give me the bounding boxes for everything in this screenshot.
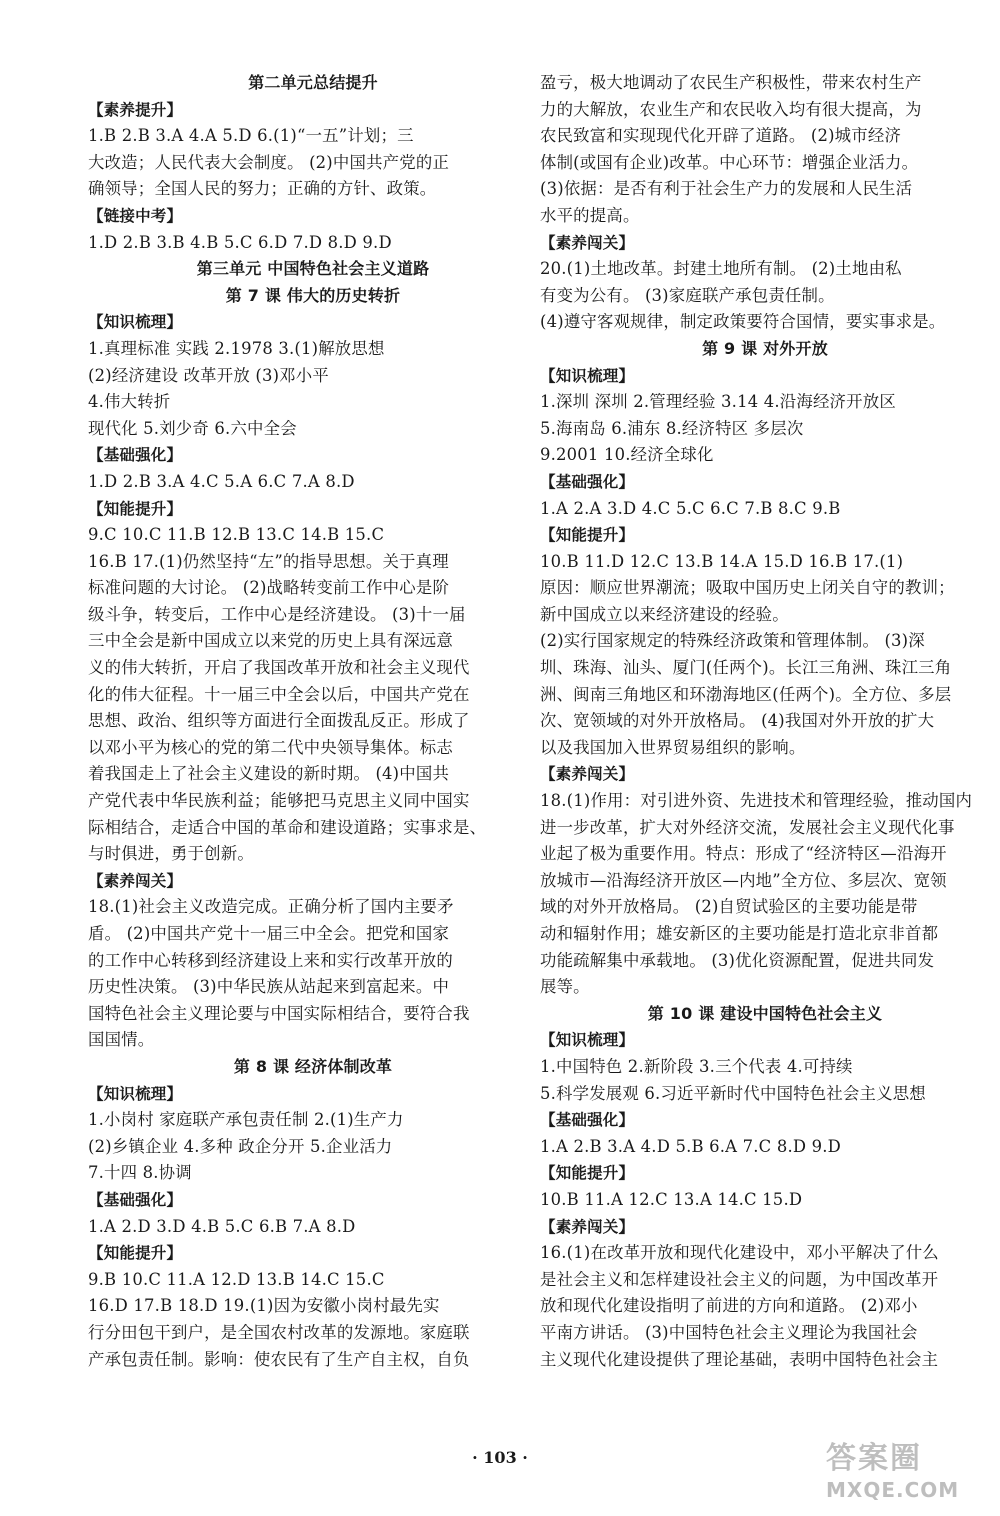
page-number: · 103 ·: [472, 1448, 528, 1467]
left-answer-line: 级斗争，转变后，工作中心是经济建设。 (3)十一届: [88, 604, 466, 624]
right-answer-line: 力的大解放，农业生产和农民收入均有很大提高，为: [540, 99, 922, 119]
right-answer-line: 展等。: [540, 977, 590, 997]
left-answer-line: 行分田包干到户，是全国农村改革的发源地。家庭联: [88, 1322, 470, 1342]
left-answer-line: 国特色社会主义理论要与中国实际相结合，要符合我: [88, 1003, 470, 1023]
right-answer-line: (4)遵守客观规律，制定政策要符合国情，要实事求是。: [540, 312, 946, 332]
left-answer-line: 标准问题的大讨论。 (2)战略转变前工作中心是阶: [88, 578, 450, 598]
left-answer-line: 三中全会是新中国成立以来党的历史上具有深远意: [88, 631, 453, 651]
right-answer-line: 功能疏解集中承载地。 (3)优化资源配置，促进共同发: [540, 950, 935, 970]
right-answer-line: 域的对外开放格局。 (2)自贸试验区的主要功能是带: [540, 897, 918, 917]
right-answer-line: 18.(1)作用：对引进外资、先进技术和管理经验，推动国内: [540, 791, 973, 811]
left-section-heading: 【知识梳理】: [88, 313, 183, 332]
left-section-heading: 【基础强化】: [88, 1190, 183, 1209]
right-answer-line: 1.深圳 深圳 2.管理经验 3.14 4.沿海经济开放区: [540, 392, 896, 412]
right-answer-line: 水平的提高。: [540, 205, 640, 225]
left-lesson-heading: 第三单元 中国特色社会主义道路: [196, 259, 430, 279]
right-section-heading: 【知能提升】: [540, 526, 635, 545]
right-answer-line: 洲、闽南三角地区和环渤海地区(任两个)。全方位、多层: [540, 684, 952, 704]
left-answer-line: 大改造；人民代表大会制度。 (2)中国共产党的正: [88, 152, 450, 172]
left-section-heading: 【知识梳理】: [88, 1084, 183, 1103]
left-answer-line: 16.B 17.(1)仍然坚持“左”的指导思想。关于真理: [88, 551, 449, 571]
left-section-heading: 【知能提升】: [88, 499, 183, 518]
left-answer-line: 9.B 10.C 11.A 12.D 13.B 14.C 15.C: [88, 1269, 385, 1289]
left-answer-line: 义的伟大转折，开启了我国改革开放和社会主义现代: [88, 658, 470, 678]
right-answer-line: 放和现代化建设指明了前进的方向和道路。 (2)邓小: [540, 1296, 918, 1316]
right-answer-line: 10.B 11.A 12.C 13.A 14.C 15.D: [540, 1189, 803, 1209]
left-answer-line: 与时俱进，勇于创新。: [88, 844, 254, 864]
left-answer-line: 1.A 2.D 3.D 4.B 5.C 6.B 7.A 8.D: [88, 1216, 356, 1236]
left-answer-line: 1.D 2.B 3.B 4.B 5.C 6.D 7.D 8.D 9.D: [88, 232, 392, 252]
left-answer-line: 1.B 2.B 3.A 4.A 5.D 6.(1)“一五”计划；三: [88, 126, 414, 146]
right-answer-line: 新中国成立以来经济建设的经验。: [540, 604, 789, 624]
right-lesson-heading: 第 9 课 对外开放: [702, 338, 828, 358]
right-section-heading: 【基础强化】: [540, 472, 635, 491]
right-answer-line: 有变为公有。 (3)家庭联产承包责任制。: [540, 285, 835, 305]
right-answer-line: (2)实行国家规定的特殊经济政策和管理体制。 (3)深: [540, 631, 925, 651]
left-answer-line: (2)经济建设 改革开放 (3)邓小平: [88, 365, 329, 385]
left-answer-line: 1.真理标准 实践 2.1978 3.(1)解放思想: [88, 338, 385, 358]
left-answer-line: 际相结合，走适合中国的革命和建设道路；实事求是、: [88, 817, 487, 837]
right-answer-line: 20.(1)土地改革。封建土地所有制。 (2)土地由私: [540, 259, 902, 279]
right-answer-line: 体制(或国有企业)改革。中心环节：增强企业活力。: [540, 152, 919, 172]
right-answer-line: 9.2001 10.经济全球化: [540, 445, 714, 465]
left-answer-line: 化的伟大征程。十一届三中全会以后，中国共产党在: [88, 684, 470, 704]
right-answer-line: 平南方讲话。 (3)中国特色社会主义理论为我国社会: [540, 1322, 918, 1342]
right-answer-line: 圳、珠海、汕头、厦门(任两个)。长江三角洲、珠江三角: [540, 658, 952, 678]
right-answer-line: 以及我国加入世界贸易组织的影响。: [540, 737, 806, 757]
right-answer-line: 动和辐射作用；雄安新区的主要功能是打造北京非首都: [540, 924, 939, 943]
right-answer-line: 1.中国特色 2.新阶段 3.三个代表 4.可持续: [540, 1056, 853, 1076]
right-answer-line: 10.B 11.D 12.C 13.B 14.A 15.D 16.B 17.(1): [540, 551, 904, 571]
left-answer-line: 着我国走上了社会主义建设的新时期。 (4)中国共: [88, 764, 450, 784]
right-section-heading: 【知识梳理】: [540, 1031, 635, 1050]
left-answer-line: (2)乡镇企业 4.多种 政企分开 5.企业活力: [88, 1136, 393, 1156]
watermark-logo-text: 答案圈: [826, 1441, 922, 1476]
right-answer-line: 16.(1)在改革开放和现代化建设中，邓小平解决了什么: [540, 1243, 939, 1263]
left-answer-line: 确领导；全国人民的努力；正确的方针、政策。: [88, 179, 437, 199]
left-answer-line: 历史性决策。 (3)中华民族从站起来到富起来。中: [88, 977, 450, 997]
left-answer-line: 16.D 17.B 18.D 19.(1)因为安徽小岗村最先实: [88, 1296, 440, 1316]
right-answer-line: 进一步改革，扩大对外经济交流，发展社会主义现代化事: [540, 817, 955, 837]
right-section-heading: 【素养闯关】: [540, 765, 635, 784]
right-answer-line: 是社会主义和怎样建设社会主义的问题，为中国改革开: [540, 1269, 939, 1289]
left-answer-line: 1.D 2.B 3.A 4.C 5.A 6.C 7.A 8.D: [88, 471, 355, 491]
left-answer-line: 盾。 (2)中国共产党十一届三中全会。把党和国家: [88, 924, 450, 943]
right-answer-line: 5.海南岛 6.浦东 8.经济特区 多层次: [540, 418, 804, 438]
right-section-heading: 【素养闯关】: [540, 233, 635, 252]
watermark: [826, 1440, 978, 1506]
left-section-heading: 【素养闯关】: [88, 871, 183, 890]
right-section-heading: 【基础强化】: [540, 1111, 635, 1130]
left-answer-line: 的工作中心转移到经济建设上来和实行改革开放的: [88, 950, 453, 970]
left-answer-line: 产党代表中华民族利益；能够把马克思主义同中国实: [88, 791, 470, 811]
left-section-heading: 【素养提升】: [88, 100, 183, 119]
right-answer-line: 5.科学发展观 6.习近平新时代中国特色社会主义思想: [540, 1083, 926, 1103]
left-answer-line: 9.C 10.C 11.B 12.B 13.C 14.B 15.C: [88, 525, 385, 545]
left-answer-line: 产承包责任制。影响：使农民有了生产自主权，自负: [88, 1349, 470, 1369]
left-answer-line: 思想、政治、组织等方面进行全面拨乱反正。形成了: [88, 711, 470, 731]
right-answer-line: 放城市—沿海经济开放区—内地”全方位、多层次、宽领: [540, 870, 947, 890]
left-answer-line: 18.(1)社会主义改造完成。正确分析了国内主要矛: [88, 897, 454, 917]
left-section-heading: 【链接中考】: [88, 206, 183, 225]
left-section-heading: 【基础强化】: [88, 446, 183, 465]
left-answer-line: 4.伟大转折: [88, 392, 171, 412]
left-answer-line: 以邓小平为核心的党的第二代中央领导集体。标志: [88, 737, 453, 757]
right-answer-line: (3)依据：是否有利于社会生产力的发展和人民生活: [540, 179, 913, 199]
right-answer-line: 业起了极为重要作用。特点：形成了“经济特区—沿海开: [540, 844, 947, 864]
left-lesson-heading: 第二单元总结提升: [248, 73, 378, 92]
left-lesson-heading: 第 8 课 经济体制改革: [233, 1056, 393, 1076]
left-answer-line: 国国情。: [88, 1030, 155, 1050]
right-answer-line: 1.A 2.B 3.A 4.D 5.B 6.A 7.C 8.D 9.D: [540, 1136, 841, 1156]
left-lesson-heading: 第 7 课 伟大的历史转折: [225, 285, 401, 305]
right-column: [540, 70, 990, 1373]
left-answer-line: 1.小岗村 家庭联产承包责任制 2.(1)生产力: [88, 1110, 404, 1130]
right-section-heading: 【知识梳理】: [540, 366, 635, 385]
right-answer-line: 原因：顺应世界潮流；吸取中国历史上闭关自守的教训；: [540, 578, 955, 598]
left-answer-line: 7.十四 8.协调: [88, 1163, 192, 1183]
right-section-heading: 【素养闯关】: [540, 1217, 635, 1236]
right-answer-line: 盈亏，极大地调动了农民生产积极性，带来农村生产: [540, 73, 922, 92]
watermark-url: MXQE.COM: [826, 1478, 960, 1502]
right-lesson-heading: 第 10 课 建设中国特色社会主义: [647, 1003, 883, 1023]
right-section-heading: 【知能提升】: [540, 1164, 635, 1183]
right-answer-line: 主义现代化建设提供了理论基础，表明中国特色社会主: [540, 1349, 939, 1369]
left-section-heading: 【知能提升】: [88, 1244, 183, 1263]
right-answer-line: 次、宽领域的对外开放格局。 (4)我国对外开放的扩大: [540, 711, 935, 731]
left-answer-line: 现代化 5.刘少奇 6.六中全会: [88, 418, 297, 438]
right-answer-line: 1.A 2.A 3.D 4.C 5.C 6.C 7.B 8.C 9.B: [540, 498, 841, 518]
right-answer-line: 农民致富和实现现代化开辟了道路。 (2)城市经济: [540, 126, 902, 146]
left-column: [88, 70, 538, 1373]
